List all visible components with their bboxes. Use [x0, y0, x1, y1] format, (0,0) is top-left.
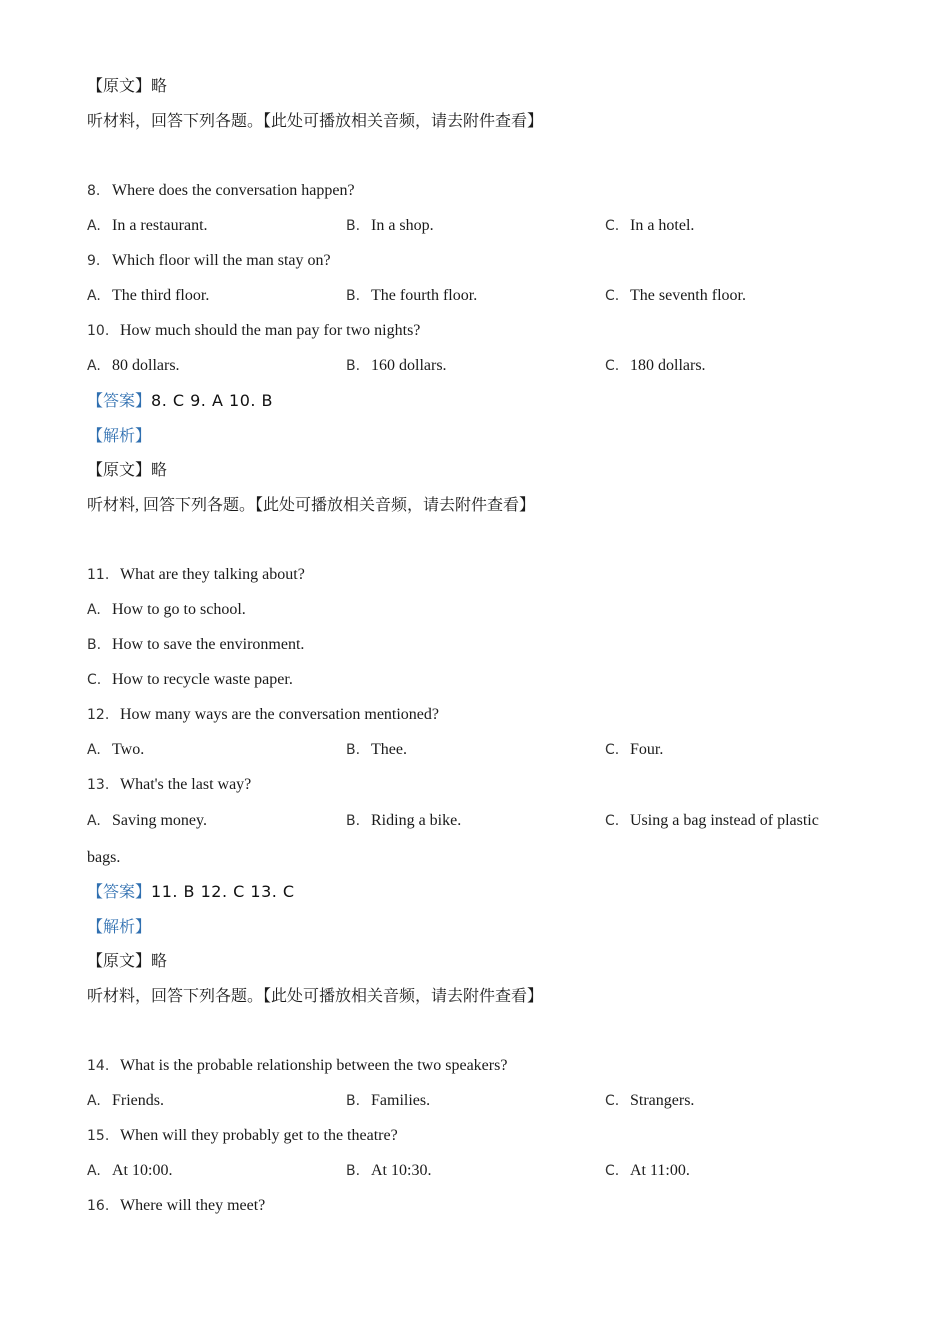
option-b	[346, 740, 407, 760]
question-number: 13.	[87, 777, 110, 793]
option-text: Families.	[371, 1092, 431, 1109]
question-number: 12.	[87, 707, 110, 723]
option-a	[87, 1161, 172, 1181]
option-c	[605, 356, 706, 376]
question-8	[87, 181, 355, 201]
question-15	[87, 1126, 398, 1146]
option-c-continuation: bags.	[87, 849, 121, 866]
question-13	[87, 775, 251, 795]
original-text-note: 【原文】略	[87, 462, 168, 479]
option-letter: C.	[605, 1093, 620, 1109]
option-a	[87, 356, 180, 376]
option-text: Two.	[112, 741, 145, 758]
option-text: 180 dollars.	[630, 357, 706, 374]
option-b	[346, 356, 447, 376]
option-letter: C.	[605, 742, 620, 758]
option-letter: C.	[605, 218, 620, 234]
question-text: Which floor will the man stay on?	[112, 252, 331, 269]
option-text: The third floor.	[112, 287, 210, 304]
option-letter: A.	[87, 813, 101, 829]
option-letter: A.	[87, 1093, 101, 1109]
option-text: Four.	[630, 741, 664, 758]
question-number: 16.	[87, 1198, 110, 1214]
option-text: In a shop.	[371, 217, 434, 234]
option-text: 160 dollars.	[371, 357, 447, 374]
option-text: The fourth floor.	[371, 287, 478, 304]
option-text: How to go to school.	[112, 601, 246, 618]
question-text: What are they talking about?	[120, 566, 305, 583]
question-text: Where does the conversation happen?	[112, 182, 355, 199]
option-b	[346, 1161, 431, 1181]
option-letter: A.	[87, 602, 101, 618]
original-text-note: 【原文】略	[87, 78, 168, 95]
option-b	[346, 811, 461, 831]
question-11	[87, 565, 305, 585]
listening-instruction: 听材料，回答下列各题。【此处可播放相关音频，请去附件查看】	[87, 988, 544, 1005]
analysis-label: 【解析】	[87, 919, 152, 936]
option-letter: C.	[605, 288, 620, 304]
option-letter: B.	[346, 742, 361, 758]
option-text: The seventh floor.	[630, 287, 746, 304]
listening-instruction: 听材料, 回答下列各题。【此处可播放相关音频，请去附件查看】	[87, 497, 536, 514]
option-a	[87, 216, 208, 236]
option-letter: C.	[87, 672, 102, 688]
question-number: 11.	[87, 567, 110, 583]
question-text: Where will they meet?	[120, 1197, 266, 1214]
option-text: In a hotel.	[630, 217, 695, 234]
option-letter: B.	[346, 813, 361, 829]
option-c	[605, 286, 746, 306]
question-number: 9.	[87, 253, 101, 269]
question-16	[87, 1196, 265, 1216]
analysis-label: 【解析】	[87, 428, 152, 445]
option-b	[346, 286, 477, 306]
option-letter: B.	[346, 358, 361, 374]
answer-values: 8. C 9. A 10. B	[151, 391, 274, 410]
option-b	[87, 635, 304, 655]
option-letter: A.	[87, 742, 101, 758]
question-12	[87, 705, 439, 725]
option-letter: C.	[605, 1163, 620, 1179]
option-text: Saving money.	[112, 812, 207, 829]
option-text: Using a bag instead of plastic	[630, 812, 819, 829]
option-letter: A.	[87, 1163, 101, 1179]
option-letter: B.	[346, 1093, 361, 1109]
option-text: At 10:30.	[371, 1162, 432, 1179]
option-text: Riding a bike.	[371, 812, 462, 829]
option-c	[605, 811, 819, 831]
question-text: What is the probable relationship between the two speakers?	[120, 1057, 508, 1074]
option-text: How to save the environment.	[112, 636, 305, 653]
answer-line	[87, 391, 273, 412]
option-a	[87, 286, 209, 306]
option-text: How to recycle waste paper.	[112, 671, 293, 688]
listening-instruction: 听材料，回答下列各题。【此处可播放相关音频，请去附件查看】	[87, 113, 544, 130]
question-number: 14.	[87, 1058, 110, 1074]
option-letter: B.	[346, 1163, 361, 1179]
question-text: When will they probably get to the theatre?	[120, 1127, 398, 1144]
question-9	[87, 251, 331, 271]
option-c	[605, 1161, 690, 1181]
question-text: What's the last way?	[120, 776, 252, 793]
option-c	[605, 1091, 694, 1111]
option-a	[87, 811, 207, 831]
option-letter: A.	[87, 218, 101, 234]
option-letter: B.	[87, 637, 102, 653]
original-text-note: 【原文】略	[87, 953, 168, 970]
question-number: 8.	[87, 183, 101, 199]
option-text: In a restaurant.	[112, 217, 208, 234]
option-text: At 10:00.	[112, 1162, 173, 1179]
answer-line	[87, 882, 295, 903]
option-letter: A.	[87, 288, 101, 304]
option-a	[87, 740, 144, 760]
option-c	[87, 670, 293, 690]
option-text: Thee.	[371, 741, 407, 758]
option-c	[605, 216, 694, 236]
answer-label: 【答案】	[87, 393, 152, 410]
option-b	[346, 216, 434, 236]
option-letter: C.	[605, 358, 620, 374]
answer-label: 【答案】	[87, 884, 152, 901]
option-text: At 11:00.	[630, 1162, 690, 1179]
option-letter: A.	[87, 358, 101, 374]
question-text: How much should the man pay for two nights?	[120, 322, 421, 339]
option-b	[346, 1091, 430, 1111]
option-letter: B.	[346, 218, 361, 234]
question-number: 10.	[87, 323, 110, 339]
option-a	[87, 600, 246, 620]
question-text: How many ways are the conversation mentioned?	[120, 706, 440, 723]
option-letter: C.	[605, 813, 620, 829]
option-text: Friends.	[112, 1092, 164, 1109]
question-10	[87, 321, 420, 341]
option-a	[87, 1091, 164, 1111]
option-letter: B.	[346, 288, 361, 304]
option-c	[605, 740, 663, 760]
question-14	[87, 1056, 507, 1076]
option-text: Strangers.	[630, 1092, 695, 1109]
question-number: 15.	[87, 1128, 110, 1144]
option-text: 80 dollars.	[112, 357, 180, 374]
answer-values: 11. B 12. C 13. C	[151, 882, 295, 901]
